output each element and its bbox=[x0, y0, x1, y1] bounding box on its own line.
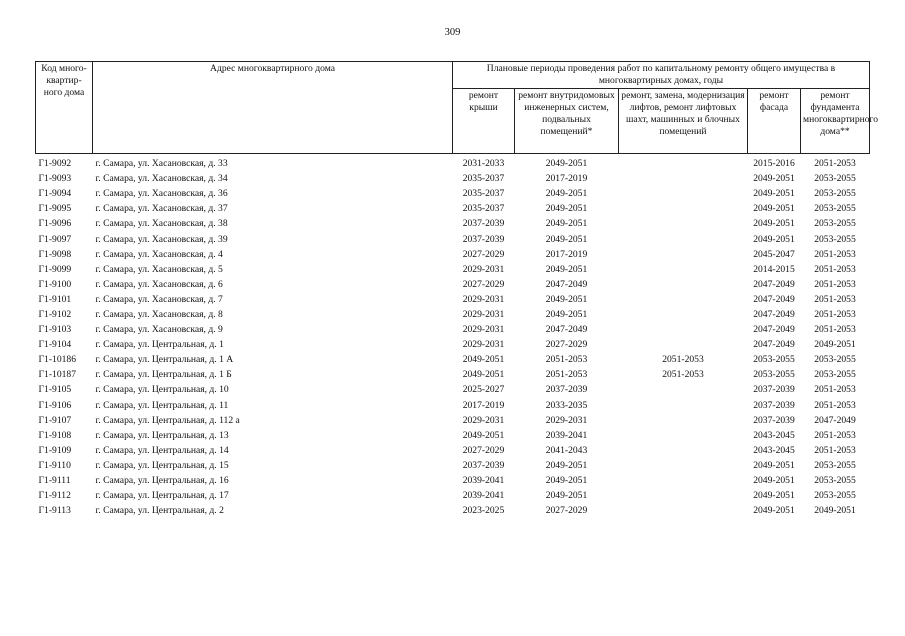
cell-facade: 2053-2055 bbox=[753, 354, 795, 366]
cell-lifts bbox=[619, 186, 748, 201]
cell-foundation: 2051-2053 bbox=[814, 399, 856, 411]
cell-code: Г1-9102 bbox=[38, 308, 72, 320]
header-facade: ремонт фасада bbox=[748, 89, 801, 154]
cell-address: г. Самара, ул. Центральная, д. 1 Б bbox=[95, 369, 232, 381]
cell-facade: 2047-2049 bbox=[753, 339, 795, 351]
page-number: 309 bbox=[444, 27, 461, 38]
cell-lifts bbox=[619, 458, 748, 473]
table-row bbox=[36, 337, 870, 352]
cell-lifts bbox=[619, 307, 748, 322]
cell-facade: 2037-2039 bbox=[753, 384, 795, 396]
cell-lifts bbox=[619, 488, 748, 503]
header-row-1 bbox=[36, 62, 870, 89]
table-row bbox=[36, 382, 870, 397]
table-row bbox=[36, 231, 870, 246]
cell-foundation: 2051-2053 bbox=[814, 384, 856, 396]
cell-systems: 2049-2051 bbox=[545, 203, 588, 215]
cell-lifts bbox=[619, 201, 748, 216]
cell-address: г. Самара, ул. Центральная, д. 14 bbox=[95, 444, 229, 456]
cell-foundation: 2053-2055 bbox=[814, 354, 856, 366]
cell-facade: 2049-2051 bbox=[753, 490, 795, 502]
cell-code: Г1-9092 bbox=[38, 158, 72, 170]
cell-lifts bbox=[619, 443, 748, 458]
cell-lifts bbox=[619, 503, 748, 518]
cell-address: г. Самара, ул. Центральная, д. 15 bbox=[95, 459, 229, 471]
cell-address: г. Самара, ул. Центральная, д. 11 bbox=[95, 399, 229, 411]
cell-lifts bbox=[619, 322, 748, 337]
cell-systems: 2047-2049 bbox=[545, 324, 588, 336]
cell-code: Г1-9094 bbox=[38, 188, 72, 200]
cell-foundation: 2053-2055 bbox=[814, 475, 856, 487]
cell-roof: 2037-2039 bbox=[462, 233, 505, 245]
header-periods: Плановые периоды проведения работ по капитальному ремонту общего имущества в многоквартирных домах, годы bbox=[453, 62, 870, 89]
cell-foundation: 2053-2055 bbox=[814, 459, 856, 471]
cell-lifts bbox=[619, 247, 748, 262]
cell-roof: 2039-2041 bbox=[462, 490, 505, 502]
cell-foundation: 2051-2053 bbox=[814, 263, 856, 275]
cell-code: Г1-9096 bbox=[38, 218, 72, 230]
table-row bbox=[36, 171, 870, 186]
cell-lifts bbox=[619, 337, 748, 352]
cell-systems: 2047-2049 bbox=[545, 278, 588, 290]
cell-facade: 2043-2045 bbox=[753, 444, 795, 456]
cell-foundation: 2051-2053 bbox=[814, 248, 856, 260]
cell-roof: 2029-2031 bbox=[462, 339, 505, 351]
cell-code: Г1-9093 bbox=[38, 173, 72, 185]
cell-address: г. Самара, ул. Центральная, д. 1 А bbox=[95, 354, 234, 366]
cell-address: г. Самара, ул. Хасановская, д. 38 bbox=[95, 218, 228, 230]
table-row bbox=[36, 367, 870, 382]
cell-code: Г1-9107 bbox=[38, 414, 72, 426]
cell-roof: 2023-2025 bbox=[462, 505, 505, 517]
cell-roof: 2037-2039 bbox=[462, 218, 505, 230]
cell-lifts: 2051-2053 bbox=[662, 369, 704, 381]
cell-code: Г1-9112 bbox=[38, 490, 71, 502]
table-row bbox=[36, 473, 870, 488]
cell-facade: 2053-2055 bbox=[753, 369, 795, 381]
cell-facade: 2047-2049 bbox=[753, 278, 795, 290]
cell-systems: 2049-2051 bbox=[545, 158, 588, 170]
cell-facade: 2045-2047 bbox=[753, 248, 795, 260]
cell-roof: 2031-2033 bbox=[462, 158, 505, 170]
cell-roof: 2027-2029 bbox=[462, 248, 505, 260]
cell-foundation: 2051-2053 bbox=[814, 444, 856, 456]
cell-code: Г1-9105 bbox=[38, 384, 72, 396]
cell-facade: 2049-2051 bbox=[753, 459, 795, 471]
cell-address: г. Самара, ул. Хасановская, д. 5 bbox=[95, 263, 223, 275]
table-row bbox=[36, 307, 870, 322]
cell-address: г. Самара, ул. Хасановская, д. 33 bbox=[95, 158, 228, 170]
cell-systems: 2049-2051 bbox=[545, 308, 588, 320]
cell-lifts bbox=[619, 231, 748, 246]
cell-foundation: 2053-2055 bbox=[814, 233, 856, 245]
cell-lifts bbox=[619, 398, 748, 413]
cell-lifts: 2051-2053 bbox=[662, 354, 704, 366]
cell-code: Г1-9113 bbox=[38, 505, 71, 517]
cell-code: Г1-9095 bbox=[38, 203, 72, 215]
cell-roof: 2029-2031 bbox=[462, 414, 505, 426]
cell-foundation: 2053-2055 bbox=[814, 173, 856, 185]
cell-roof: 2049-2051 bbox=[462, 369, 505, 381]
cell-code: Г1-9097 bbox=[38, 233, 72, 245]
cell-facade: 2015-2016 bbox=[753, 158, 795, 170]
cell-systems: 2051-2053 bbox=[545, 369, 588, 381]
cell-foundation: 2053-2055 bbox=[814, 490, 856, 502]
cell-facade: 2037-2039 bbox=[753, 399, 795, 411]
table-row bbox=[36, 443, 870, 458]
cell-code: Г1-9108 bbox=[38, 429, 72, 441]
table-row bbox=[36, 322, 870, 337]
cell-foundation: 2051-2053 bbox=[814, 324, 856, 336]
cell-lifts bbox=[619, 413, 748, 428]
cell-roof: 2035-2037 bbox=[462, 188, 505, 200]
cell-code: Г1-9100 bbox=[38, 278, 72, 290]
cell-foundation: 2053-2055 bbox=[814, 369, 856, 381]
cell-roof: 2029-2031 bbox=[462, 324, 505, 336]
cell-lifts bbox=[619, 428, 748, 443]
cell-code: Г1-9106 bbox=[38, 399, 72, 411]
cell-address: г. Самара, ул. Хасановская, д. 6 bbox=[95, 278, 223, 290]
cell-code: Г1-10186 bbox=[38, 354, 77, 366]
cell-facade: 2049-2051 bbox=[753, 203, 795, 215]
table-row bbox=[36, 186, 870, 201]
cell-roof: 2027-2029 bbox=[462, 278, 505, 290]
cell-roof: 2025-2027 bbox=[462, 384, 505, 396]
cell-systems: 2049-2051 bbox=[545, 263, 588, 275]
table-row bbox=[36, 247, 870, 262]
cell-roof: 2029-2031 bbox=[462, 293, 505, 305]
header-lifts: ремонт, замена, модернизация лифтов, ремонт лифтовых шахт, машинных и блочных помещений bbox=[619, 89, 748, 154]
cell-foundation: 2053-2055 bbox=[814, 218, 856, 230]
table-row bbox=[36, 458, 870, 473]
cell-address: г. Самара, ул. Центральная, д. 1 bbox=[95, 339, 224, 351]
cell-systems: 2027-2029 bbox=[545, 505, 588, 517]
cell-systems: 2049-2051 bbox=[545, 459, 588, 471]
cell-systems: 2017-2019 bbox=[545, 173, 588, 185]
cell-foundation: 2051-2053 bbox=[814, 429, 856, 441]
table-row bbox=[36, 398, 870, 413]
cell-address: г. Самара, ул. Центральная, д. 112 а bbox=[95, 414, 240, 426]
cell-facade: 2037-2039 bbox=[753, 414, 795, 426]
cell-address: г. Самара, ул. Центральная, д. 13 bbox=[95, 429, 229, 441]
table-row bbox=[36, 201, 870, 216]
cell-address: г. Самара, ул. Центральная, д. 10 bbox=[95, 384, 229, 396]
cell-lifts bbox=[619, 216, 748, 231]
cell-facade: 2049-2051 bbox=[753, 218, 795, 230]
cell-roof: 2037-2039 bbox=[462, 459, 505, 471]
table-row bbox=[36, 262, 870, 277]
cell-facade: 2043-2045 bbox=[753, 429, 795, 441]
cell-facade: 2047-2049 bbox=[753, 293, 795, 305]
cell-code: Г1-9099 bbox=[38, 263, 72, 275]
table-row bbox=[36, 277, 870, 292]
cell-systems: 2017-2019 bbox=[545, 248, 588, 260]
table-header bbox=[36, 62, 879, 154]
cell-facade: 2049-2051 bbox=[753, 173, 795, 185]
cell-roof: 2029-2031 bbox=[462, 263, 505, 275]
table-body bbox=[36, 154, 870, 519]
cell-facade: 2014-2015 bbox=[753, 263, 795, 275]
cell-systems: 2049-2051 bbox=[545, 475, 588, 487]
table-row bbox=[36, 488, 870, 503]
cell-foundation: 2051-2053 bbox=[814, 308, 856, 320]
cell-roof: 2029-2031 bbox=[462, 308, 505, 320]
cell-foundation: 2047-2049 bbox=[814, 414, 856, 426]
cell-address: г. Самара, ул. Хасановская, д. 9 bbox=[95, 324, 223, 336]
cell-systems: 2029-2031 bbox=[545, 414, 588, 426]
cell-code: Г1-9104 bbox=[38, 339, 72, 351]
table-row bbox=[36, 503, 870, 518]
table-row bbox=[36, 216, 870, 231]
cell-systems: 2049-2051 bbox=[545, 188, 588, 200]
cell-systems: 2037-2039 bbox=[545, 384, 588, 396]
cell-roof: 2035-2037 bbox=[462, 173, 505, 185]
cell-address: г. Самара, ул. Хасановская, д. 37 bbox=[95, 203, 228, 215]
cell-address: г. Самара, ул. Центральная, д. 17 bbox=[95, 490, 229, 502]
cell-facade: 2049-2051 bbox=[753, 505, 795, 517]
header-roof: ремонт крыши bbox=[453, 89, 515, 154]
cell-systems: 2039-2041 bbox=[545, 429, 588, 441]
cell-facade: 2049-2051 bbox=[753, 233, 795, 245]
cell-systems: 2033-2035 bbox=[545, 399, 588, 411]
cell-foundation: 2051-2053 bbox=[814, 278, 856, 290]
cell-systems: 2049-2051 bbox=[545, 218, 588, 230]
cell-address: г. Самара, ул. Центральная, д. 2 bbox=[95, 505, 224, 517]
cell-code: Г1-9101 bbox=[38, 293, 72, 305]
cell-foundation: 2053-2055 bbox=[814, 203, 856, 215]
cell-facade: 2047-2049 bbox=[753, 324, 795, 336]
cell-roof: 2039-2041 bbox=[462, 475, 505, 487]
cell-code: Г1-9110 bbox=[38, 459, 71, 471]
cell-foundation: 2049-2051 bbox=[814, 339, 856, 351]
cell-lifts bbox=[619, 382, 748, 397]
table-row bbox=[36, 352, 870, 367]
cell-address: г. Самара, ул. Хасановская, д. 4 bbox=[95, 248, 223, 260]
table-row bbox=[36, 413, 870, 428]
cell-roof: 2049-2051 bbox=[462, 429, 505, 441]
cell-roof: 2049-2051 bbox=[462, 354, 505, 366]
cell-lifts bbox=[619, 473, 748, 488]
header-code: Код много-квартир-ного дома bbox=[36, 62, 93, 154]
cell-lifts bbox=[619, 277, 748, 292]
cell-facade: 2049-2051 bbox=[753, 188, 795, 200]
cell-roof: 2017-2019 bbox=[462, 399, 505, 411]
cell-address: г. Самара, ул. Хасановская, д. 36 bbox=[95, 188, 228, 200]
cell-systems: 2049-2051 bbox=[545, 233, 588, 245]
cell-foundation: 2053-2055 bbox=[814, 188, 856, 200]
table-row bbox=[36, 154, 870, 172]
cell-foundation: 2051-2053 bbox=[814, 158, 856, 170]
repair-schedule-table bbox=[35, 61, 879, 518]
cell-foundation: 2049-2051 bbox=[814, 505, 856, 517]
cell-systems: 2027-2029 bbox=[545, 339, 588, 351]
cell-code: Г1-10187 bbox=[38, 369, 77, 381]
cell-code: Г1-9098 bbox=[38, 248, 72, 260]
cell-code: Г1-9103 bbox=[38, 324, 72, 336]
header-foundation: ремонт фундамента многоквартирного дома** bbox=[801, 89, 870, 154]
cell-roof: 2027-2029 bbox=[462, 444, 505, 456]
cell-lifts bbox=[619, 154, 748, 172]
cell-address: г. Самара, ул. Хасановская, д. 8 bbox=[95, 308, 223, 320]
cell-roof: 2035-2037 bbox=[462, 203, 505, 215]
cell-address: г. Самара, ул. Хасановская, д. 7 bbox=[95, 293, 223, 305]
cell-address: г. Самара, ул. Хасановская, д. 39 bbox=[95, 233, 228, 245]
cell-systems: 2049-2051 bbox=[545, 490, 588, 502]
cell-code: Г1-9109 bbox=[38, 444, 72, 456]
cell-address: г. Самара, ул. Хасановская, д. 34 bbox=[95, 173, 228, 185]
cell-systems: 2049-2051 bbox=[545, 293, 588, 305]
table-row bbox=[36, 428, 870, 443]
cell-address: г. Самара, ул. Центральная, д. 16 bbox=[95, 475, 229, 487]
cell-facade: 2047-2049 bbox=[753, 308, 795, 320]
cell-lifts bbox=[619, 262, 748, 277]
header-address: Адрес многоквартирного дома bbox=[93, 62, 453, 154]
table-row bbox=[36, 292, 870, 307]
cell-systems: 2041-2043 bbox=[545, 444, 588, 456]
header-systems: ремонт внутридомовых инженерных систем, подвальных помещений* bbox=[515, 89, 619, 154]
cell-lifts bbox=[619, 292, 748, 307]
cell-code: Г1-9111 bbox=[38, 475, 71, 487]
cell-foundation: 2051-2053 bbox=[814, 293, 856, 305]
cell-facade: 2049-2051 bbox=[753, 475, 795, 487]
cell-systems: 2051-2053 bbox=[545, 354, 588, 366]
cell-lifts bbox=[619, 171, 748, 186]
